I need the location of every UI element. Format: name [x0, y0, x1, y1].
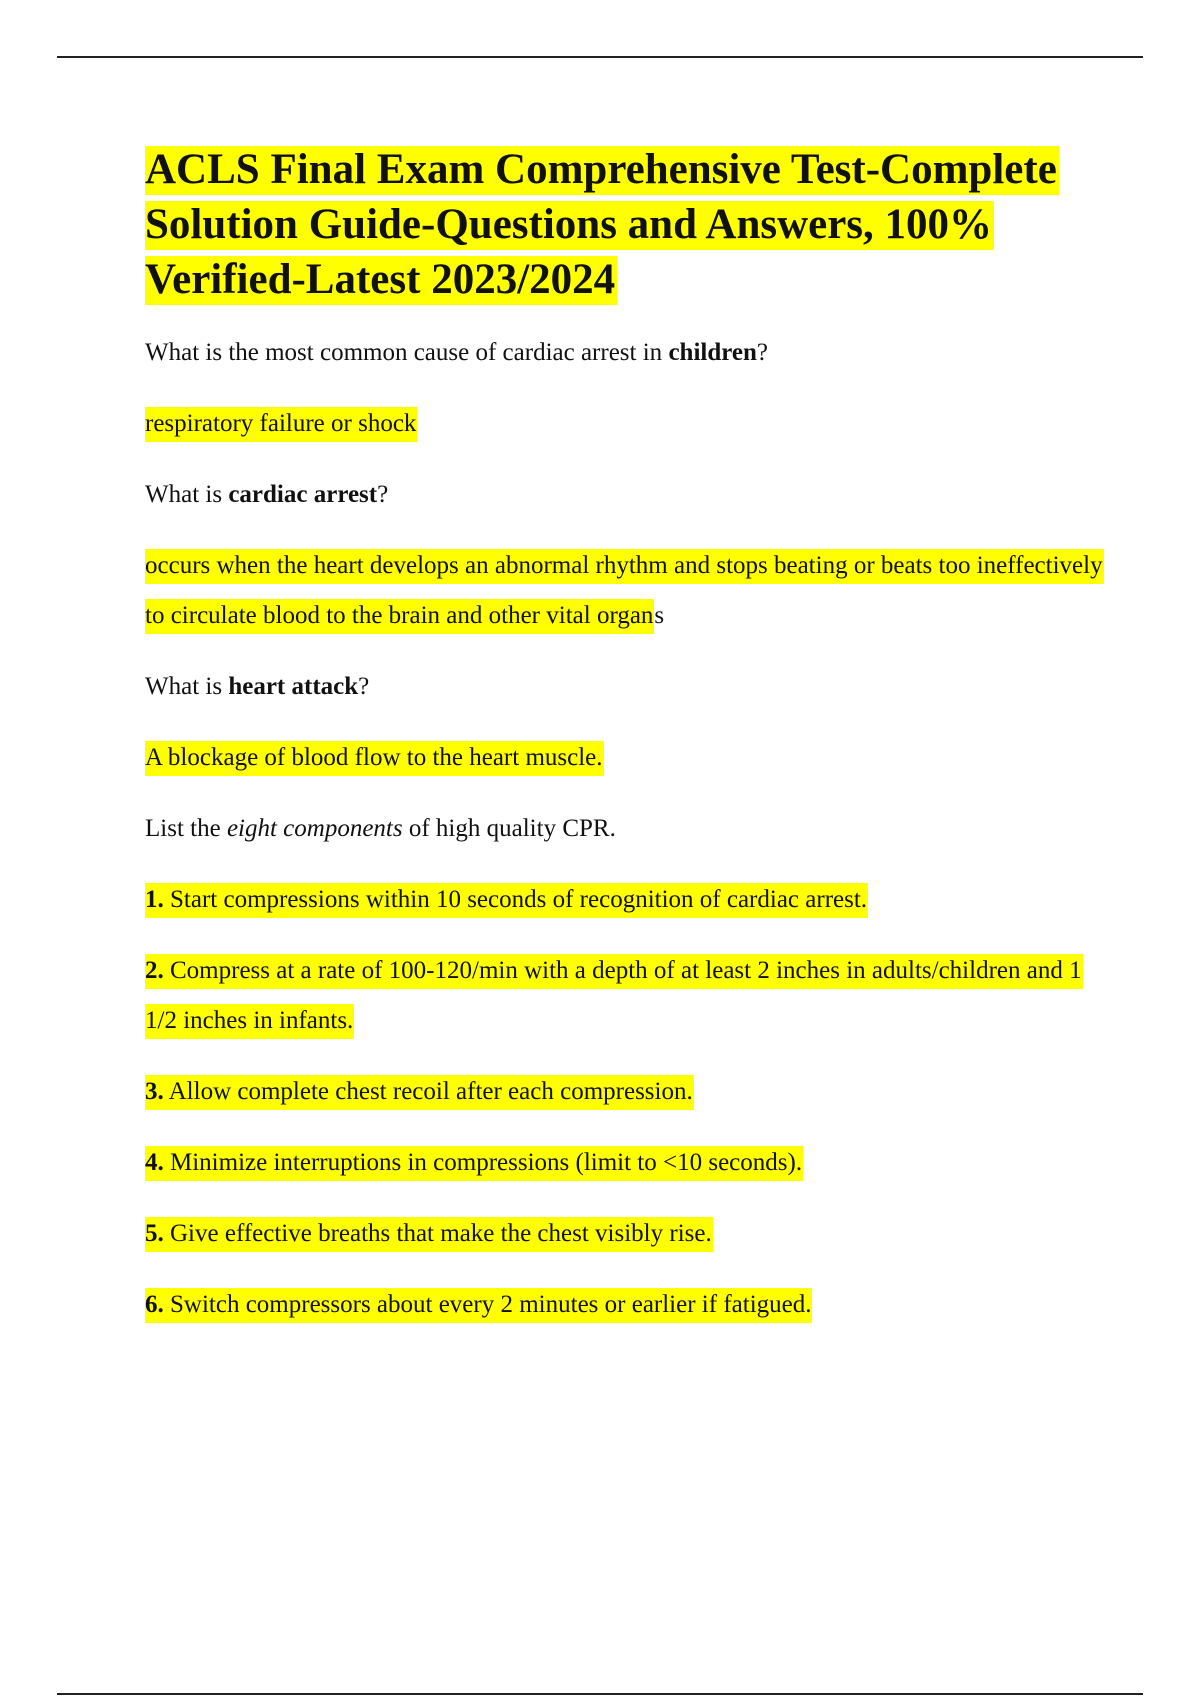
document-title-text: ACLS Final Exam Comprehensive Test-Complete Solution Guide-Questions and Answers, 100% Verified-Latest 2023/2024 [145, 146, 1057, 303]
question-1-keyword: children [668, 339, 757, 366]
question-4-emphasis: eight components [226, 815, 403, 842]
component-1: 1. Start compressions within 10 seconds of recognition of cardiac arrest. [145, 875, 1105, 925]
document-body [145, 142, 1105, 1330]
component-2: 2. Compress at a rate of 100-120/min with a depth of at least 2 inches in adults/children and 1 1/2 inches in infants. [145, 946, 1105, 1046]
question-1: What is the most common cause of cardiac arrest in children? [145, 339, 768, 366]
document-title [145, 142, 1105, 307]
question-3: What is heart attack? [145, 673, 370, 700]
top-rule [57, 56, 1143, 58]
question-4: List the eight components of high quality CPR. [145, 815, 616, 842]
answer-3: A blockage of blood flow to the heart muscle. [145, 733, 1105, 783]
answer-1: respiratory failure or shock [145, 399, 1105, 449]
component-3: 3. Allow complete chest recoil after each compression. [145, 1067, 1105, 1117]
question-3-keyword: heart attack [228, 673, 359, 700]
component-5: 5. Give effective breaths that make the chest visibly rise. [145, 1209, 1105, 1259]
question-2-keyword: cardiac arrest [228, 481, 378, 508]
component-6: 6. Switch compressors about every 2 minutes or earlier if fatigued. [145, 1280, 1105, 1330]
bottom-rule [57, 1693, 1143, 1695]
answer-2: occurs when the heart develops an abnormal rhythm and stops beating or beats too ineffectively to circulate blood to the brain and other vital organs [145, 541, 1105, 641]
question-2: What is cardiac arrest? [145, 481, 389, 508]
component-4: 4. Minimize interruptions in compressions (limit to <10 seconds). [145, 1138, 1105, 1188]
